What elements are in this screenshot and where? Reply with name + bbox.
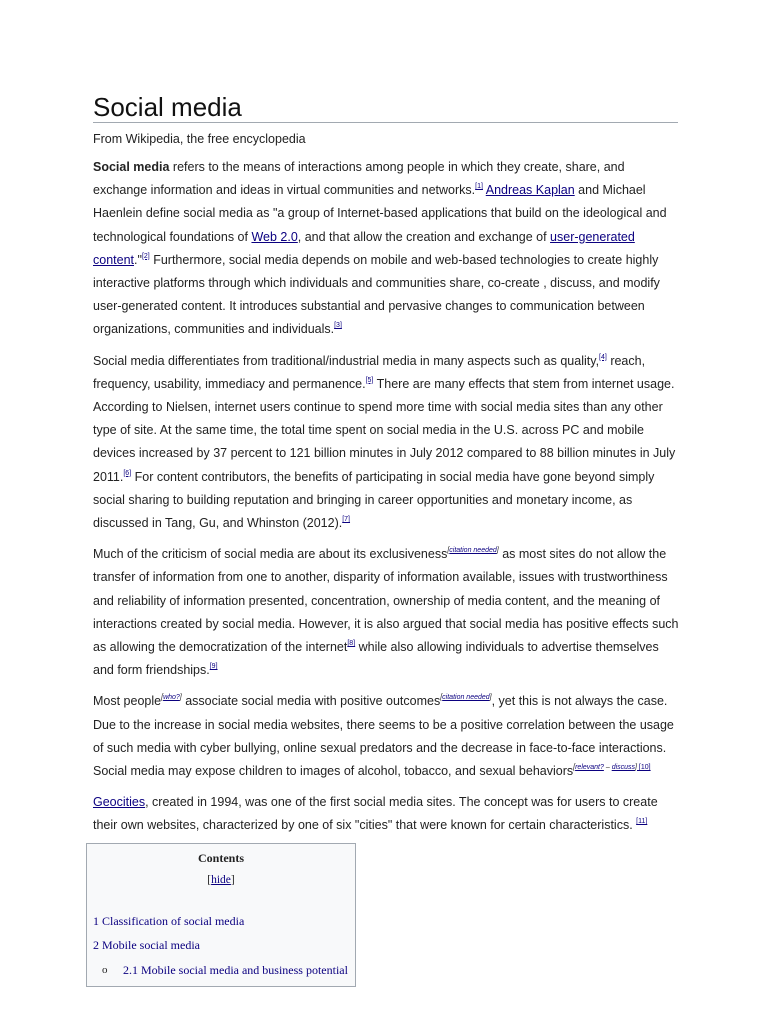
link-web-2-0[interactable]: Web 2.0	[251, 229, 298, 244]
text: Much of the criticism of social media are about its exclusiveness	[93, 547, 448, 562]
reference-11[interactable]	[636, 818, 647, 825]
reference-9[interactable]	[210, 663, 218, 670]
text: For content contributors, the benefits of participating in social media have gone beyond simply social sharing to building reputation and bringing in career opportunities and monetary income, as discussed in Tang, Gu, and Whinston (2012).	[93, 469, 655, 531]
reference-1[interactable]	[475, 183, 483, 190]
reference-link[interactable]: [7]	[342, 516, 351, 524]
text: Most people	[93, 694, 162, 709]
citation-needed-tag	[440, 694, 491, 701]
toc-subitem[interactable]: 2.1 Mobile social media and business potential	[123, 963, 348, 977]
paragraph-1	[93, 156, 679, 342]
text: ."	[134, 252, 142, 267]
relevant-link[interactable]: relevant?	[575, 764, 604, 772]
link-andreas-kaplan[interactable]: Andreas Kaplan	[485, 183, 575, 198]
bracket: [	[440, 694, 443, 702]
link-user-generated-content[interactable]: user-generated content	[93, 229, 635, 267]
citation-needed-link[interactable]: citation needed	[442, 694, 490, 702]
reference-link[interactable]: [6]	[123, 469, 132, 477]
who-tag	[161, 694, 182, 701]
reference-link[interactable]: [5]	[365, 376, 374, 384]
toc-item[interactable]: 2 Mobile social media	[93, 938, 200, 952]
text: Social media differentiates from traditional/industrial media in many aspects such as quality,	[93, 353, 600, 368]
paragraph-4	[93, 690, 679, 783]
text: , yet this is not always the case. Due to the increase in social media websites, there seems to be a positive correlation between the usage of such media with cyber bullying, online sexual predators and the decrease in face-to-face interactions. Social media may expose children to images of alcohol, tobacco, and sexual behaviors	[93, 694, 674, 779]
bracket: [	[207, 874, 212, 886]
separator: –	[603, 764, 612, 772]
bracket: [	[573, 764, 576, 772]
paragraph-3	[93, 543, 679, 682]
reference-10[interactable]	[637, 764, 651, 771]
reference-link[interactable]: [3]	[334, 322, 342, 330]
reference-6[interactable]	[123, 470, 131, 477]
citation-needed-link[interactable]: citation needed	[449, 547, 497, 555]
relevance-tag	[573, 764, 637, 771]
who-link[interactable]: who?	[163, 694, 180, 702]
text: , created in 1994, was one of the first social media sites. The concept was for users to create their own websites, characterized by one of six "cities" that were known for certain characteristics.	[93, 795, 658, 833]
text: Furthermore, social media depends on mobile and web-based technologies to create highly interactive platforms through which individuals and communities share, co-create , discuss, and modify user-generated content. It introduces substantial and pervasive changes to communication between organizations, communities and individuals.	[93, 252, 660, 337]
text: reach, frequency, usability, immediacy and permanence.	[93, 353, 646, 391]
bracket: [	[161, 694, 164, 702]
reference-link[interactable]: [2]	[141, 252, 150, 260]
text: , and that allow the creation and exchange of	[297, 229, 551, 244]
bracket: ]	[230, 874, 235, 886]
reference-8[interactable]	[347, 640, 355, 647]
toc-item[interactable]: 1 Classification of social media	[93, 914, 245, 928]
text: There are many effects that stem from internet usage. According to Nielsen, internet users continue to spend more time with social media sites than any other type of site. At the same time, the total time spent on social media in the U.S. across PC and mobile devices increased by 37 percent to 121 billion minutes in July 2012 compared to 88 billion minutes in July 2011.	[93, 376, 676, 484]
paragraph-5	[93, 791, 679, 837]
text: and Michael Haenlein define social media as "a group of Internet-based applications that build on the ideological and technological foundations of	[93, 183, 667, 244]
bracket: ]	[635, 764, 637, 772]
reference-link[interactable]: [8]	[347, 640, 356, 648]
link-geocities[interactable]: Geocities	[93, 795, 146, 810]
text: refers to the means of interactions among people in which they create, share, and exchange information and ideas in virtual communities and networks.	[93, 160, 625, 198]
reference-link[interactable]: [9]	[209, 663, 218, 671]
text: while also allowing individuals to advertise themselves and form friendships.	[93, 640, 659, 678]
reference-link[interactable]: [10]	[636, 764, 651, 772]
reference-7[interactable]	[342, 516, 350, 523]
bold-term: Social media	[93, 160, 170, 174]
reference-link[interactable]: [11]	[636, 818, 648, 826]
toc-hide-toggle	[87, 874, 355, 886]
reference-3[interactable]	[334, 322, 342, 329]
text: as most sites do not allow the transfer of information from one to another, disparity of information available, issues with trustworthiness and reliability of information presented, concentration, ownership of media content, and the meaning of interactions created by social media. However, it is also argued that social media has positive effects such as allowing the democratization of the internet	[93, 547, 679, 655]
toc-title: Contents	[197, 851, 244, 865]
bullet-icon: o	[102, 964, 108, 976]
toc-hide-link[interactable]: hide	[211, 874, 231, 886]
table-of-contents	[86, 843, 356, 987]
citation-needed-tag	[447, 547, 498, 554]
bracket: ]	[179, 694, 182, 702]
bracket: ]	[489, 694, 492, 702]
discuss-link[interactable]: discuss	[611, 764, 636, 772]
article-body	[93, 156, 679, 846]
reference-2[interactable]	[142, 253, 150, 260]
reference-link[interactable]: [1]	[475, 183, 483, 191]
bracket: [	[447, 547, 450, 555]
bracket: ]	[496, 547, 499, 555]
text: associate social media with positive outcomes	[181, 694, 441, 709]
reference-link[interactable]: [4]	[599, 353, 607, 361]
reference-4[interactable]	[599, 354, 607, 361]
page-title: Social media	[93, 92, 678, 123]
paragraph-2	[93, 350, 679, 536]
tagline: From Wikipedia, the free encyclopedia	[93, 132, 306, 146]
